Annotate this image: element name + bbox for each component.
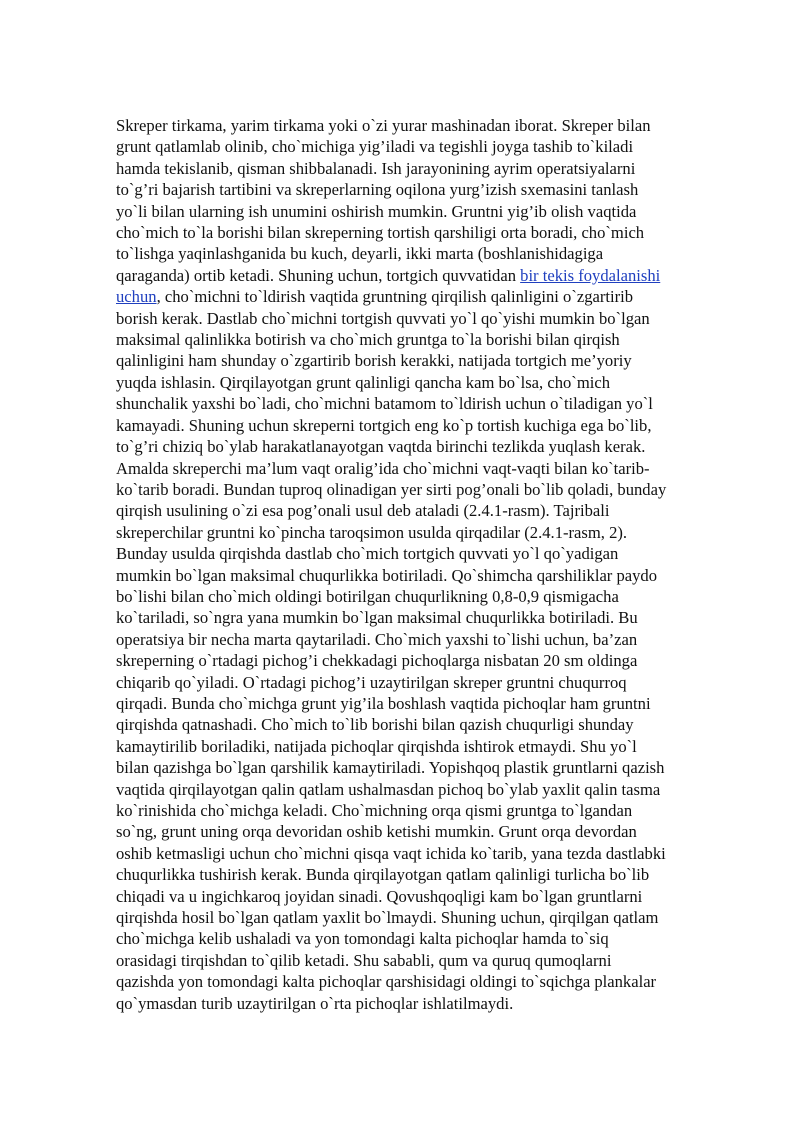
text-line: mumkin bo`lgan maksimal chuqurlikka botiriladi. Qo`shimcha qarshiliklar paydo bbox=[116, 565, 658, 585]
document-body bbox=[116, 115, 746, 1014]
text-line: orasidagi tirqishdan to`qilib ketadi. Shu sababli, qum va quruq qumoqlarni bbox=[116, 950, 612, 970]
text-line: cho`michga kelib ushaladi va yon tomondagi kalta pichoqlar hamda to`siq bbox=[116, 929, 609, 949]
text-line: Skreper tirkama, yarim tirkama yoki o`zi yurar mashinadan iborat. Skreper bilan bbox=[116, 116, 651, 135]
text-line: qirqish usulining o`zi esa pog’onali usul deb ataladi (2.4.1-rasm). Tajribali bbox=[116, 501, 610, 521]
text-line: chiqarib qo`yiladi. O`rtadagi pichog’i uzaytirilgan skreper gruntni chuqurroq bbox=[116, 672, 627, 692]
text-line: operatsiya bir necha marta qaytariladi. Cho`mich yaxshi to`lishi uchun, ba’zan bbox=[116, 629, 638, 649]
text-line: qirqishda qatnashadi. Cho`mich to`lib borishi bilan qazish chuqurligi shunday bbox=[116, 715, 634, 735]
text-line: Amalda skreperchi ma’lum vaqt oralig’ida cho`michni vaqt-vaqti bilan ko`tarib- bbox=[116, 458, 650, 478]
text-line: so`ng, grunt uning orqa devoridan oshib ketishi mumkin. Grunt orqa devordan bbox=[116, 822, 637, 842]
text-line: Bunday usulda qirqishda dastlab cho`mich tortgich quvvati yo`l qo`yadigan bbox=[116, 544, 619, 564]
text-line: chuqurlikka tushirish kerak. Bunda qirqilayotgan qatlam qalinligi turlicha bo`lib bbox=[116, 865, 650, 885]
text-line: qalinligini ham shunday o`zgartirib borish kerakki, natijada tortgich me’yoriy bbox=[116, 351, 632, 371]
text-segment: , cho`michni to`ldirish vaqtida gruntning qirqilish qalinligini o`zgartirib bbox=[156, 287, 634, 307]
hyperlink-part2[interactable]: uchun bbox=[116, 287, 157, 307]
text-line: yuqda ishlasin. Qirqilayotgan grunt qalinligi qancha kam bo`lsa, cho`mich bbox=[116, 372, 611, 392]
text-line: maksimal qalinlikka botirish va cho`mich gruntga to`la borishi bilan qirqish bbox=[116, 330, 620, 350]
text-line: grunt qatlamlab olinib, cho`michiga yig’iladi va tegishli joyga tashib to`kiladi bbox=[116, 137, 634, 157]
text-line: ko`tariladi, so`ngra yana mumkin bo`lgan maksimal chuqurlikka botiriladi. Bu bbox=[116, 608, 638, 628]
text-line: shunchalik yaxshi bo`ladi, cho`michni batamom to`ldirish uchun o`tiladigan yo`l bbox=[116, 394, 653, 414]
text-line-with-link bbox=[116, 286, 746, 307]
text-line: skreperchilar gruntni ko`pincha taroqsimon usulda qirqadilar (2.4.1-rasm, 2). bbox=[116, 522, 628, 542]
text-line: qo`ymasdan turib uzaytirilgan o`rta pichoqlar ishlatilmaydi. bbox=[116, 993, 514, 1013]
text-line: qirqishda hosil bo`lgan qatlam yaxlit bo`lmaydi. Shuning uchun, qirqilgan qatlam bbox=[116, 908, 659, 928]
text-line: hamda tekislanib, qisman shibbalanadi. Ish jarayonining ayrim operatsiyalarni bbox=[116, 158, 636, 178]
text-segment: qaraganda) ortib ketadi. Shuning uchun, tortgich quvvatidan bbox=[116, 265, 521, 285]
text-line: to`g’ri bajarish tartibini va skreperlarning oqilona yurg’izish sxemasini tanlash bbox=[116, 180, 639, 200]
text-line: qazishda yon tomondagi kalta pichoqlar qarshisidagi oldingi to`sqichga plankalar bbox=[116, 972, 657, 992]
text-line: to`g’ri chiziq bo`ylab harakatlanayotgan vaqtda birinchi tezlikda yuqlash kerak. bbox=[116, 437, 646, 457]
text-line: oshib ketmasligi uchun cho`michni qisqa vaqt ichida ko`tarib, yana tezda dastlabki bbox=[116, 843, 666, 863]
hyperlink-part1[interactable]: bir tekis foydalanishi bbox=[520, 265, 661, 285]
text-line: to`lishga yaqinlashganida bu kuch, deyarli, ikki marta (boshlanishidagiga bbox=[116, 244, 604, 264]
text-line: chiqadi va u ingichkaroq joyidan sinadi. Qovushqoqligi kam bo`lgan gruntlarni bbox=[116, 886, 643, 906]
text-line: bo`lishi bilan cho`mich oldingi botirilgan chuqurlikning 0,8-0,9 qismigacha bbox=[116, 586, 619, 606]
text-line: bilan qazishga bo`lgan qarshilik kamaytiriladi. Yopishqoq plastik gruntlarni qazish bbox=[116, 758, 665, 778]
text-line: ko`tarib boradi. Bundan tuproq olinadigan yer sirti pog’onali bo`lib qoladi, bunday bbox=[116, 479, 667, 499]
text-line: qirqadi. Bunda cho`michga grunt yig’ila boshlash vaqtida pichoqlar ham gruntni bbox=[116, 693, 651, 713]
text-line: vaqtida qirqilayotgan qalin qatlam ushalmasdan pichoq bo`ylab yaxlit qalin tasma bbox=[116, 779, 661, 799]
text-line: borish kerak. Dastlab cho`michni tortgish quvvati yo`l qo`yishi mumkin bo`lgan bbox=[116, 308, 650, 328]
text-line: ko`rinishida cho`michga keladi. Cho`michning orqa qismi gruntga to`lgandan bbox=[116, 801, 633, 820]
text-line: kamaytirilib boriladiki, natijada pichoqlar qirqishda ishtirok etmaydi. Shu yo`l bbox=[116, 736, 637, 756]
text-line: kamayadi. Shuning uchun skreperni tortgich eng ko`p tortish kuchiga ega bo`lib, bbox=[116, 415, 652, 435]
text-line-with-link bbox=[116, 265, 746, 286]
text-line: yo`li bilan ularning ish unumini oshirish mumkin. Gruntni yig’ib olish vaqtida bbox=[116, 201, 637, 221]
text-line: cho`mich to`la borishi bilan skreperning tortish qarshiligi orta boradi, cho`mich bbox=[116, 223, 645, 243]
text-line: skreperning o`rtadagi pichog’i chekkadagi pichoqlarga nisbatan 20 sm oldinga bbox=[116, 651, 638, 671]
